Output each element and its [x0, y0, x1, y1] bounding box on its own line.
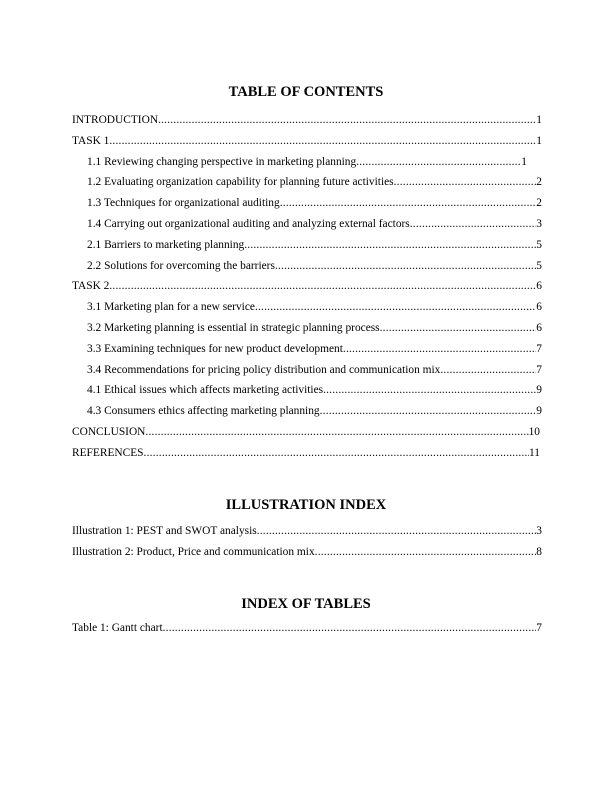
illustration-entry-label: Illustration 2: Product, Price and communication mix: [72, 545, 315, 558]
toc-entry-label: 3.3 Examining techniques for new product development: [87, 342, 343, 355]
dot-leader: [257, 521, 537, 542]
dot-leader: [343, 339, 536, 360]
toc-entry-3-4[interactable]: [72, 360, 542, 381]
toc-entry-3-2[interactable]: [72, 318, 542, 339]
dot-leader: [145, 422, 528, 443]
toc-entry-page: 5: [536, 259, 542, 272]
toc-entry-page: 2: [536, 197, 542, 210]
toc-entry-page: 3: [536, 217, 542, 230]
dot-leader: [440, 360, 536, 381]
toc-entry-page: 11: [529, 446, 540, 459]
toc-entry-label: REFERENCES: [72, 446, 144, 459]
toc-entry-page: 6: [536, 321, 542, 334]
dot-leader: [158, 110, 536, 131]
toc-entry-3-1[interactable]: [72, 297, 542, 318]
toc-entry-4-1[interactable]: [72, 380, 542, 401]
dot-leader: [410, 214, 537, 235]
toc-entry-page: 10: [528, 425, 540, 438]
dot-leader: [163, 618, 537, 639]
toc-entry-1-2[interactable]: [72, 172, 542, 193]
toc-entry-conclusion[interactable]: [72, 422, 540, 443]
toc-entry-page: 1: [536, 114, 542, 126]
illustration-entry-label: Illustration 1: PEST and SWOT analysis: [72, 525, 257, 537]
toc-entry-page: 7: [536, 342, 542, 355]
toc-entry-label: 4.3 Consumers ethics affecting marketing planning: [87, 405, 320, 418]
table-index-list: [72, 618, 542, 639]
dot-leader: [356, 152, 521, 173]
toc-entry-task-2[interactable]: [72, 276, 542, 297]
toc-entry-label: INTRODUCTION: [72, 114, 159, 126]
toc-entry-label: 3.4 Recommendations for pricing policy distribution and communication mix: [87, 363, 441, 376]
toc-entry-label: 2.1 Barriers to marketing planning: [87, 238, 245, 251]
toc-entry-label: 2.2 Solutions for overcoming the barriers: [87, 259, 275, 272]
toc-list: [72, 110, 542, 464]
table-entry-label: Table 1: Gantt chart: [72, 622, 163, 634]
toc-entry-page: 7: [536, 363, 542, 376]
dot-leader: [109, 276, 536, 297]
illustration-entry-2[interactable]: [72, 542, 542, 563]
dot-leader: [255, 297, 536, 318]
toc-entry-label: 3.1 Marketing plan for a new service: [87, 301, 255, 314]
toc-entry-1-4[interactable]: [72, 214, 542, 235]
dot-leader: [380, 318, 537, 339]
toc-entry-label: TASK 1: [72, 134, 110, 147]
illustration-entry-1[interactable]: [72, 521, 542, 542]
toc-entry-1-1[interactable]: [72, 152, 527, 173]
toc-entry-page: 9: [536, 384, 542, 397]
toc-entry-label: TASK 2: [72, 280, 110, 293]
dot-leader: [144, 443, 530, 464]
toc-entry-label: 3.2 Marketing planning is essential in strategic planning process: [87, 321, 380, 334]
toc-entry-page: 5: [536, 238, 542, 251]
toc-entry-4-3[interactable]: [72, 401, 542, 422]
toc-entry-page: 6: [536, 301, 542, 314]
toc-entry-task-1[interactable]: [72, 131, 542, 152]
dot-leader: [320, 401, 537, 422]
illustration-entry-page: 3: [536, 525, 542, 537]
illustration-entry-page: 8: [536, 545, 542, 558]
dot-leader: [275, 256, 536, 277]
toc-entry-page: 9: [536, 405, 542, 418]
toc-entry-label: 1.4 Carrying out organizational auditing and analyzing external factors: [87, 217, 410, 230]
dot-leader: [323, 380, 536, 401]
dot-leader: [394, 172, 537, 193]
toc-entry-2-1[interactable]: [72, 235, 542, 256]
toc-entry-label: CONCLUSION: [72, 425, 146, 438]
table-index-heading: INDEX OF TABLES: [241, 596, 371, 612]
table-entry-1[interactable]: [72, 618, 542, 639]
toc-entry-label: 1.3 Techniques for organizational auditing: [87, 197, 280, 210]
toc-entry-label: 1.2 Evaluating organization capability for planning future activities: [87, 176, 394, 189]
toc-entry-label: 1.1 Reviewing changing perspective in marketing planning: [87, 155, 357, 168]
illustration-index-heading: ILLUSTRATION INDEX: [225, 497, 387, 513]
dot-leader: [280, 193, 537, 214]
toc-entry-page: 1: [536, 134, 542, 147]
illustration-index-list: [72, 521, 542, 563]
toc-entry-1-3[interactable]: [72, 193, 542, 214]
dot-leader: [109, 131, 536, 152]
toc-entry-page: 6: [536, 280, 542, 293]
toc-entry-label: 4.1 Ethical issues which affects marketing activities: [87, 384, 324, 397]
table-entry-page: 7: [536, 622, 542, 634]
dot-leader: [244, 235, 536, 256]
toc-entry-introduction[interactable]: [72, 110, 542, 131]
toc-entry-references[interactable]: [72, 443, 540, 464]
toc-heading: TABLE OF CONTENTS: [228, 84, 384, 100]
toc-entry-2-2[interactable]: [72, 256, 542, 277]
toc-entry-3-3[interactable]: [72, 339, 542, 360]
toc-entry-page: 2: [536, 176, 542, 189]
dot-leader: [315, 542, 537, 563]
toc-entry-page: 1: [521, 155, 527, 168]
